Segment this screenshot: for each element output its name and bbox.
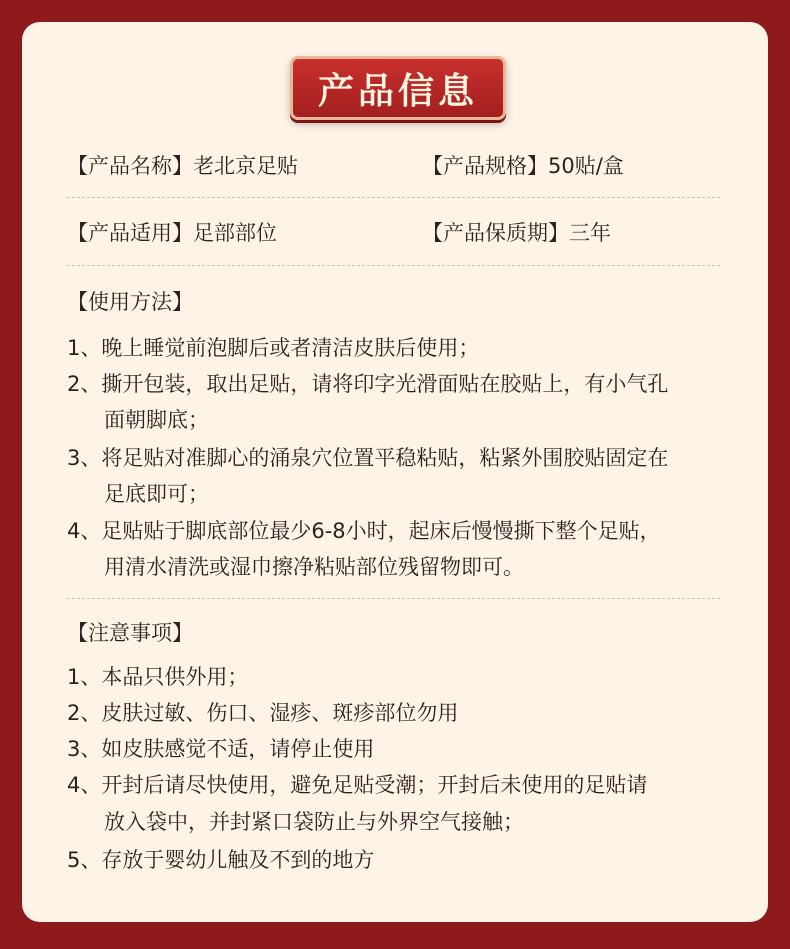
method-item-2-cont: 面朝脚底； bbox=[104, 408, 209, 432]
product-usage-area: 【产品适用】足部部位 bbox=[67, 221, 277, 245]
method-item-3: 3、将足贴对准脚心的涌泉穴位置平稳粘贴，粘紧外围胶贴固定在 bbox=[67, 446, 669, 470]
method-item-3-cont: 足底即可； bbox=[104, 482, 209, 506]
page-title: 产品信息 bbox=[290, 56, 506, 120]
notes-heading: 【注意事项】 bbox=[67, 621, 193, 645]
method-item-4: 4、足贴贴于脚底部位最少6-8小时，起床后慢慢撕下整个足贴， bbox=[67, 519, 661, 543]
divider bbox=[67, 197, 720, 198]
notes-item-4-cont: 放入袋中，并封紧口袋防止与外界空气接触； bbox=[104, 810, 524, 834]
method-heading: 【使用方法】 bbox=[67, 290, 193, 314]
notes-item-1: 1、本品只供外用； bbox=[67, 665, 249, 689]
notes-item-5: 5、存放于婴幼儿触及不到的地方 bbox=[67, 848, 375, 872]
method-item-2: 2、撕开包装，取出足贴，请将印字光滑面贴在胶贴上，有小气孔 bbox=[67, 372, 669, 396]
divider bbox=[67, 598, 720, 599]
method-item-4-cont: 用清水清洗或湿巾擦净粘贴部位残留物即可。 bbox=[104, 555, 524, 579]
product-shelf-life: 【产品保质期】三年 bbox=[422, 221, 611, 245]
notes-item-2: 2、皮肤过敏、伤口、湿疹、斑疹部位勿用 bbox=[67, 701, 459, 725]
divider bbox=[67, 265, 720, 266]
product-name: 【产品名称】老北京足贴 bbox=[67, 154, 298, 178]
notes-item-3: 3、如皮肤感觉不适，请停止使用 bbox=[67, 737, 375, 761]
notes-item-4: 4、开封后请尽快使用，避免足贴受潮；开封后未使用的足贴请 bbox=[67, 773, 648, 797]
product-spec: 【产品规格】50贴/盒 bbox=[422, 154, 624, 178]
method-item-1: 1、晚上睡觉前泡脚后或者清洁皮肤后使用； bbox=[67, 336, 480, 360]
